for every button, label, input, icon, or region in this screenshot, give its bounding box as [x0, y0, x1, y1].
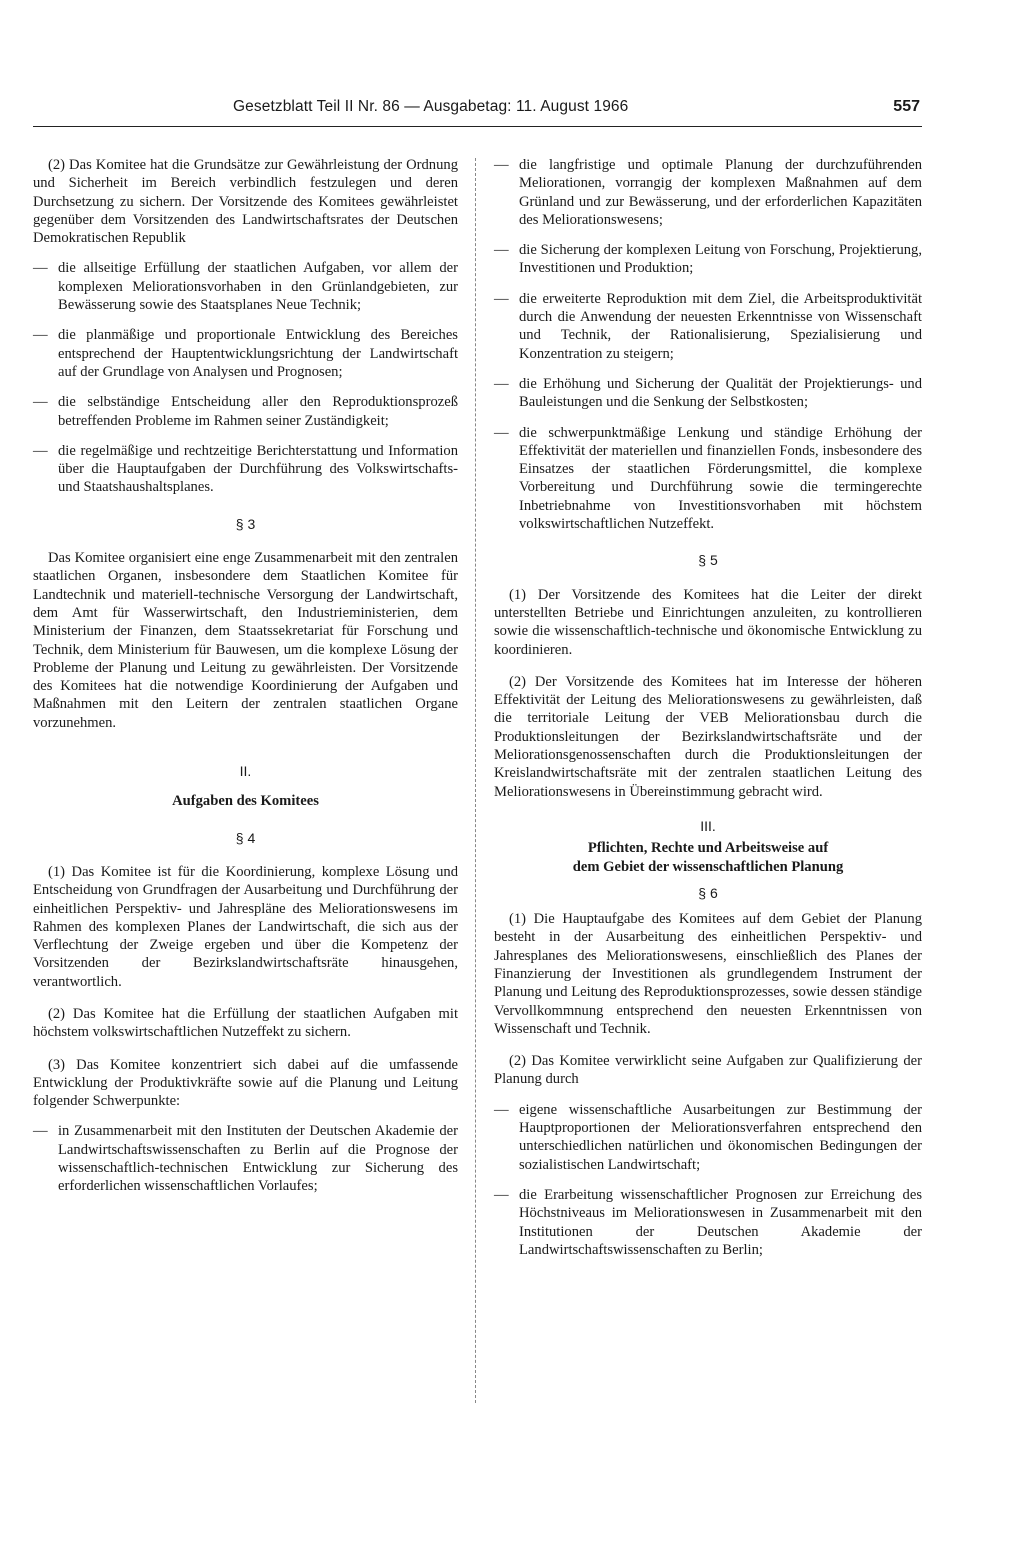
left-column [33, 156, 458, 1196]
list-item-text: die schwerpunktmäßige Lenkung und ständige Erhöhung der Effektivität der materiellen und finanziellen Fonds, insbesondere des Einsatzes der staatlichen Förderungsmittel, die komplexe Vorbereitung und Durchführung sowie die termingerechte Inbetriebnahme von Investitionsvorhaben mit höchstem volkswirtschaftlichen Nutzeffekt. [519, 424, 922, 533]
part-heading: Aufgaben des Komitees [172, 793, 319, 810]
paragraph: (1) Der Vorsitzende des Komitees hat die Leiter der direkt unterstellten Betriebe und Einrichtungen anzuleiten, zu kontrollieren sowie die wissenschaftlich-technische und ökonomische Entwicklung zu koordinieren. [494, 586, 922, 658]
paragraph: (1) Das Komitee ist für die Koordinierung, komplexe Lösung und Entscheidung von Grundfragen der Ausarbeitung und Durchführung der einheitlichen Perspektiv- und Jahrespläne des Meliorationswesens im Rahmen des komplexen Planes der Landwirtschaft, die sich aus der Verflechtung der Zweige ergeben und über die Kompetenz der Vorsitzenden der Bezirkslandwirtschaftsräte hinausgehen, verantwortlich. [33, 863, 458, 990]
part-heading: Pflichten, Rechte und Arbeitsweise auf [587, 840, 829, 857]
section-number: § 3 [235, 515, 256, 532]
paragraph: (2) Das Komitee hat die Grundsätze zur Gewährleistung der Ordnung und Sicherheit im Bereich verbindlich festzulegen und deren Durchsetzung zu sichern. Der Vorsitzende des Komitees gewährleistet gegenüber dem Vorsitzenden des Landwirtschaftsrates der Deutschen Demokratischen Republik [33, 157, 458, 247]
page-number: 557 [893, 98, 920, 115]
paragraph: (2) Das Komitee verwirklicht seine Aufgaben zur Qualifizierung der Planung durch [494, 1053, 922, 1088]
list-item-text: die allseitige Erfüllung der staatlichen Aufgaben, vor allem der komplexen Meliorationsvorhaben in den Grünlandgebieten, zur Bewässerung sowie des Staatsplanes Neue Technik; [58, 260, 458, 314]
part-number: II. [239, 763, 252, 780]
bullet-dash: — [33, 327, 48, 344]
section-number: § 6 [698, 884, 718, 901]
paragraph: (1) Die Hauptaufgabe des Komitees auf dem Gebiet der Planung besteht in der Ausarbeitung des einheitlichen Perspektiv- und Jahresplanes des Meliorationswesens, einschließlich des Planes der Finanzierung der Investitionen als grundlegendem Instrument der Planung und Leitung des Reproduktionsprozesses, sowie dessen ständige Vervollkommnung entsprechend den neuesten Erkenntnissen von Wissenschaft und Technik. [494, 911, 922, 1037]
list-item-text: die erweiterte Reproduktion mit dem Ziel, die Arbeitsproduktivität durch die Anwendung der neuesten Erkenntnisse von Wissenschaft und Technik, der Rationalisierung, Spezialisierung und Konzentration zu steigern; [519, 290, 922, 362]
paragraph: (2) Der Vorsitzende des Komitees hat im Interesse der höheren Effektivität der Leitung des Meliorationswesens zu gewährleisten, daß die territoriale Leitung der VEB Meliorationsbau durch die Produktionsleitungen der Bezirkslandwirtschaftsräte und der Meliorationsgenossenschaften durch die Produktionsleitungen der Kreislandwirtschaftsräte mit der zentralen staatlichen Leitung des Meliorationswesens in Übereinstimmung gebracht wird. [494, 673, 922, 800]
paragraph: (2) Das Komitee hat die Erfüllung der staatlichen Aufgaben mit höchstem volkswirtschaftlichen Nutzeffekt zu sichern. [33, 1005, 458, 1041]
list-item [33, 393, 458, 430]
list-item [33, 326, 458, 381]
list-item-text: die Erhöhung und Sicherung der Qualität der Projektierungs- und Bauleistungen und die Senkung der Selbstkosten; [519, 375, 922, 411]
list-item-text: in Zusammenarbeit mit den Instituten der Deutschen Akademie der Landwirtschaftswissenschaften zu Berlin auf die Prognose der wissenschaftlich-technischen Entwicklung zur Sicherung des erforderlichen wissenschaftlichen Vorlaufes; [58, 1123, 458, 1195]
column-divider [475, 158, 476, 1403]
right-column [494, 156, 922, 1259]
bullet-dash: — [494, 1186, 509, 1203]
bullet-dash: — [494, 375, 509, 392]
page-header [33, 96, 922, 127]
list-item [494, 1186, 922, 1259]
bullet-dash: — [494, 242, 509, 259]
bullet-dash: — [494, 157, 509, 173]
list-item [494, 375, 922, 412]
list-item-text: die Sicherung der komplexen Leitung von Forschung, Projektierung, Investitionen und Produktion; [519, 242, 922, 277]
list-item-text: die regelmäßige und rechtzeitige Berichterstattung und Information über die Hauptaufgaben der Durchführung des Volkswirtschafts- und Staatshaushaltsplanes. [58, 442, 458, 496]
part-number: III. [700, 817, 716, 834]
bullet-dash: — [494, 424, 509, 441]
list-item-text: die selbständige Entscheidung aller den Reproduktionsprozeß betreffenden Probleme im Rahmen seiner Zuständigkeit; [58, 394, 458, 429]
list-item [494, 424, 922, 534]
bullet-dash: — [33, 394, 48, 411]
list-item-text: eigene wissenschaftliche Ausarbeitungen zur Bestimmung der Hauptproportionen der Meliorationsverfahren entsprechend den unterschiedlichen natürlichen und ökonomischen Bedingungen der sozialistischen Landwirtschaft; [519, 1101, 922, 1173]
part-heading: dem Gebiet der wissenschaftlichen Planung [572, 858, 844, 875]
list-item [494, 290, 922, 363]
bullet-dash: — [494, 290, 509, 307]
paragraph: (3) Das Komitee konzentriert sich dabei auf die umfassende Entwicklung der Produktivkräfte sowie auf die Planung und Leitung folgender Schwerpunkte: [33, 1056, 458, 1110]
list-item-text: die planmäßige und proportionale Entwicklung des Bereiches entsprechend der Hauptentwicklungsrichtung der Landwirtschaft auf der Grundlage von Analysen und Prognosen; [58, 327, 458, 380]
bullet-dash: — [33, 442, 48, 459]
section-number: § 4 [235, 829, 256, 846]
list-item-text: die Erarbeitung wissenschaftlicher Prognosen zur Erreichung des Höchstniveaus im Meliorationswesen in Zusammenarbeit mit den Institutionen der Deutschen Akademie der Landwirtschaftswissenschaften zu Berlin; [519, 1186, 922, 1258]
paragraph: Das Komitee organisiert eine enge Zusammenarbeit mit den zentralen staatlichen Organen, insbesondere dem Staatlichen Komitee für Landtechnik und materiell-technische Versorgung der Landwirtschaft, dem Amt für Wasserwirtschaft, den Industrieministerien, dem Ministerium der Finanzen, dem Staatssekretariat für Forschung und Technik, dem Ministerium für Bauwesen, um die komplexe Lösung der Probleme der Planung und Leitung zu gewährleisten. Der Vorsitzende des Komitees hat die notwendige Koordinierung der Aufgaben und Maßnahmen mit den Leitern der zentralen staatlichen Organe vorzunehmen. [33, 550, 458, 731]
bullet-dash: — [494, 1101, 509, 1118]
list-item-text: die langfristige und optimale Planung der durchzuführenden Meliorationen, vorrangig der komplexen Maßnahmen auf dem Grünland und zur Bewässerung, und der erforderlichen Kapazitäten des Meliorationswesens; [519, 157, 922, 228]
section-number: § 5 [698, 552, 718, 569]
list-item [494, 241, 922, 278]
list-item [33, 259, 458, 314]
list-item [494, 1101, 922, 1174]
header-title: Gesetzblatt Teil II Nr. 86 — Ausgabetag: 11. August 1966 [233, 98, 629, 115]
list-item [494, 156, 922, 229]
list-item [33, 442, 458, 497]
bullet-dash: — [33, 1123, 48, 1140]
list-item [33, 1122, 458, 1195]
bullet-dash: — [33, 260, 48, 277]
